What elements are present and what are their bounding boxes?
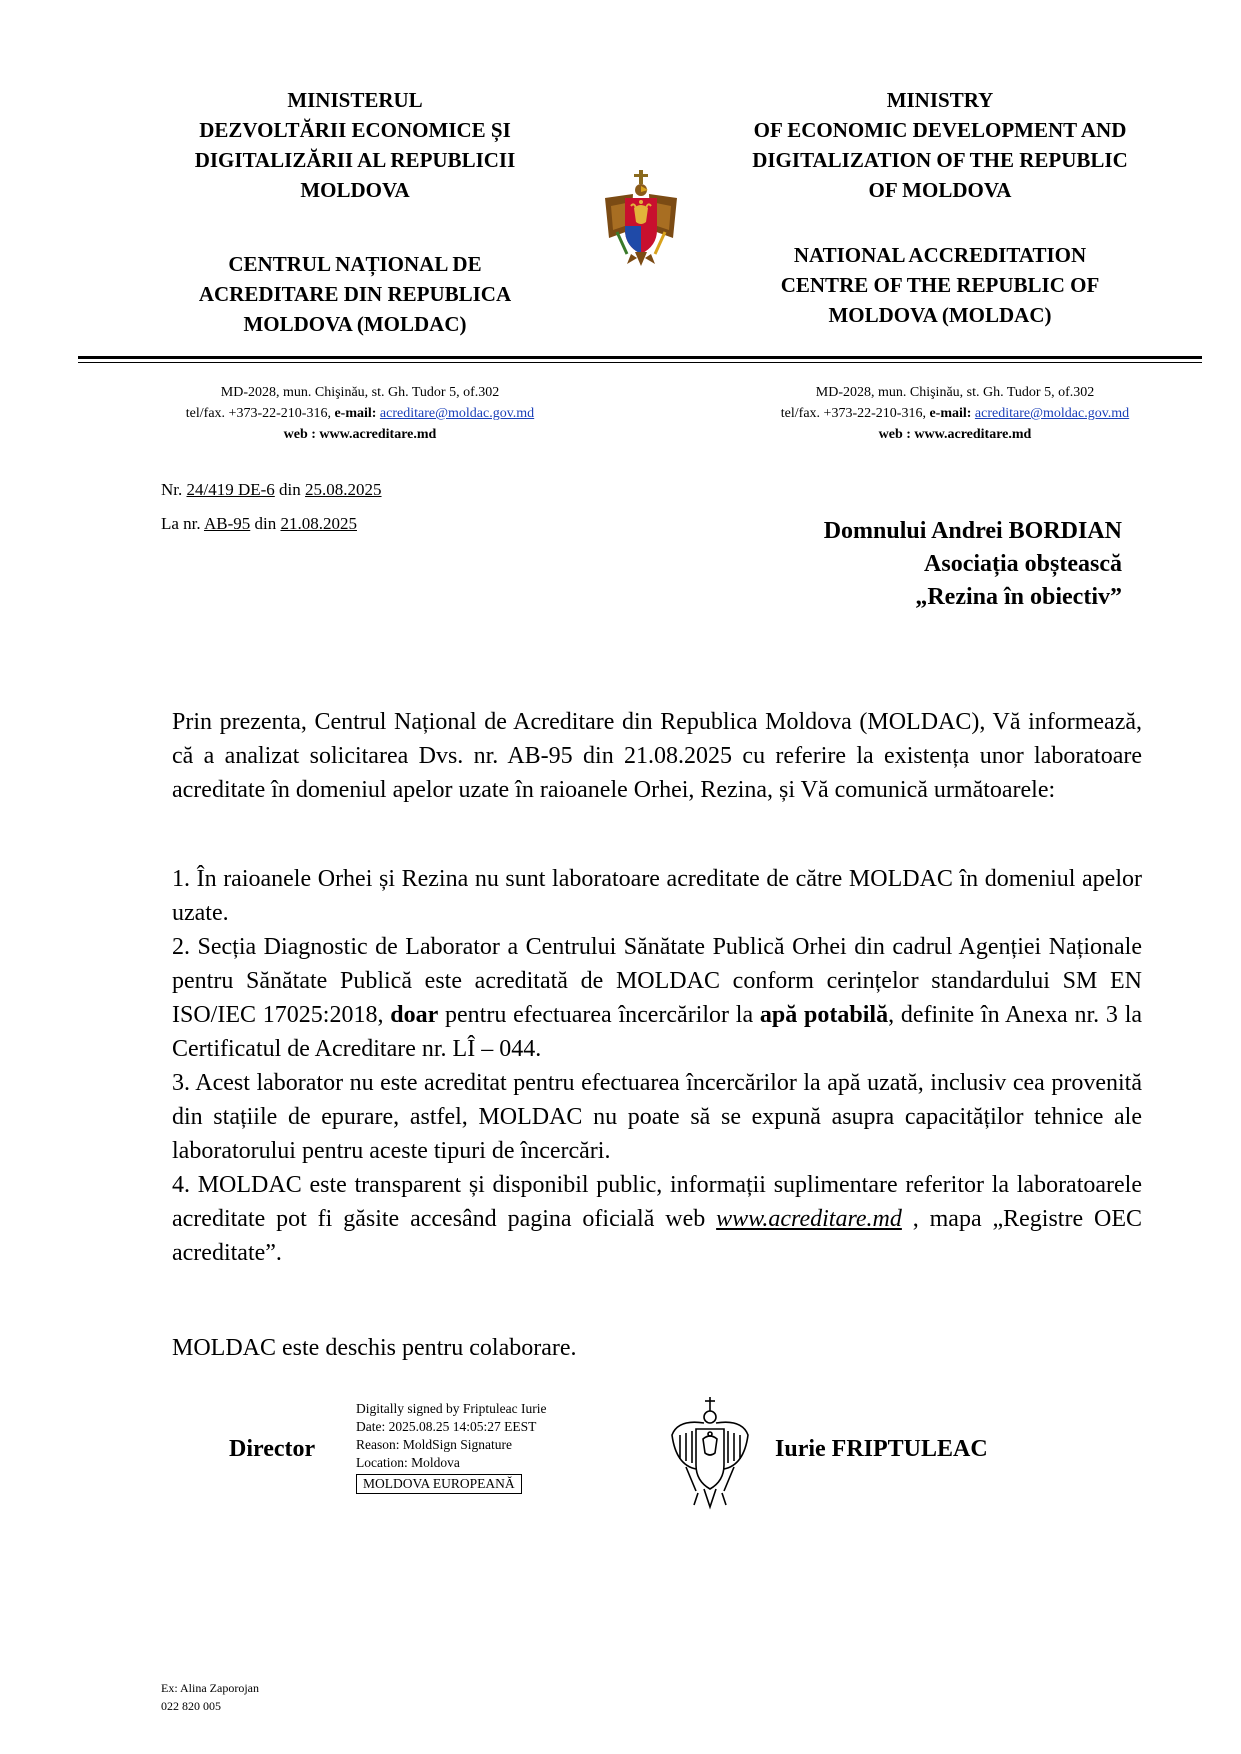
header-en-ministry-line: OF MOLDOVA bbox=[868, 178, 1012, 202]
web-line bbox=[715, 424, 1195, 445]
item4-text-b: , mapa „Registre OEC acreditate”. bbox=[172, 1206, 1142, 1266]
header-ro-centre-line: MOLDOVA (MOLDAC) bbox=[243, 312, 467, 336]
web-label: web : bbox=[283, 427, 320, 442]
header-ro-ministry-line: DIGITALIZĂRII AL REPUBLICII bbox=[194, 148, 516, 172]
addressee-line: Asociația obștească bbox=[924, 551, 1122, 577]
email-link[interactable]: acreditare@moldac.gov.md bbox=[974, 406, 1130, 421]
header-ro-centre bbox=[140, 249, 570, 339]
header-ro-ministry-line: MINISTERUL bbox=[287, 88, 423, 112]
web-line bbox=[120, 424, 600, 445]
list-item-1: 1. În raioanele Orhei și Rezina nu sunt laboratoare acreditate de către MOLDAC în domeniul apelor uzate. bbox=[172, 866, 1142, 926]
header-en-centre bbox=[705, 240, 1175, 330]
executor-phone: 022 820 005 bbox=[161, 1699, 221, 1713]
coat-of-arms-seal-icon bbox=[668, 1395, 752, 1511]
digital-signature-block bbox=[356, 1400, 546, 1494]
telfax-text: tel/fax. +373-22-210-316, bbox=[780, 406, 930, 421]
contact-line bbox=[120, 403, 600, 424]
addressee-block bbox=[824, 515, 1122, 614]
executor-name: Ex: Alina Zaporojan bbox=[161, 1681, 259, 1695]
header-ro-ministry-line: DEZVOLTĂRII ECONOMICE ȘI bbox=[199, 118, 511, 142]
telfax-text: tel/fax. +373-22-210-316, bbox=[185, 406, 335, 421]
closing-paragraph bbox=[172, 1331, 1142, 1365]
header-ro-centre-line: CENTRUL NAȚIONAL DE bbox=[228, 252, 482, 276]
incoming-reference bbox=[161, 512, 357, 536]
ref-nr-value: 24/419 DE-6 bbox=[186, 480, 275, 499]
email-label: e-mail: bbox=[929, 406, 972, 421]
outgoing-reference bbox=[161, 478, 382, 502]
header-divider-thin bbox=[78, 362, 1202, 363]
signature-location: Location: Moldova bbox=[356, 1455, 460, 1470]
signatory-name: Iurie FRIPTULEAC bbox=[775, 1436, 988, 1462]
item2-text-a: 2. Secția Diagnostic de Laborator a Centrului Sănătate Publică Orhei din cadrul Agenției Naționale pentru Sănătate Publică este acreditată de MOLDAC conform cerințelor standardului SM EN ISO/IEC 17025:2018, bbox=[172, 934, 1142, 1028]
address-line: MD-2028, mun. Chişinău, st. Gh. Tudor 5, of.302 bbox=[815, 385, 1095, 400]
moldova-coat-of-arms-icon bbox=[601, 168, 681, 268]
item2-bold-apa: apă potabilă bbox=[759, 1002, 889, 1028]
header-ro-centre-line: ACREDITARE DIN REPUBLICA bbox=[198, 282, 512, 306]
header-ro-ministry-line: MOLDOVA bbox=[300, 178, 410, 202]
header-en-centre-line: NATIONAL ACCREDITATION bbox=[793, 243, 1087, 267]
header-en-ministry-line: OF ECONOMIC DEVELOPMENT AND bbox=[753, 118, 1127, 142]
executor-footer bbox=[161, 1679, 259, 1715]
item2-text-b: pentru efectuarea încercărilor la bbox=[438, 1002, 760, 1028]
email-label: e-mail: bbox=[334, 406, 377, 421]
contact-line bbox=[715, 403, 1195, 424]
list-item-2 bbox=[172, 930, 1142, 1066]
header-en-centre-line: MOLDOVA (MOLDAC) bbox=[828, 303, 1052, 327]
item2-text-c: , definite în Anexa nr. 3 la Certificatul de Acreditare nr. LÎ – 044. bbox=[172, 1002, 1143, 1062]
header-en-ministry bbox=[705, 85, 1175, 205]
web-address: www.acreditare.md bbox=[914, 427, 1032, 442]
numbered-list bbox=[172, 862, 1142, 1270]
signed-by: Digitally signed by Friptuleac Iurie bbox=[356, 1401, 547, 1416]
addressee-line: Domnului Andrei BORDIAN bbox=[823, 518, 1122, 544]
addressee-line: „Rezina în obiectiv” bbox=[915, 584, 1122, 610]
address-block-right bbox=[715, 382, 1195, 445]
ref-nr-date: 25.08.2025 bbox=[305, 480, 382, 499]
header-en-centre-line: CENTRE OF THE REPUBLIC OF bbox=[780, 273, 1100, 297]
signature-reason: Reason: MoldSign Signature bbox=[356, 1437, 512, 1452]
address-line: MD-2028, mun. Chişinău, st. Gh. Tudor 5, of.302 bbox=[220, 385, 500, 400]
item4-text-a: 4. MOLDAC este transparent și disponibil public, informații suplimentare referitor la laboratoarele acreditate pot fi găsite accesând pagina oficială web bbox=[172, 1172, 1142, 1232]
item2-bold-doar: doar bbox=[390, 1002, 439, 1028]
ref-nr-label: Nr. bbox=[161, 480, 187, 499]
website-link[interactable]: www.acreditare.md bbox=[716, 1206, 902, 1232]
ref-la-value: AB-95 bbox=[203, 514, 251, 533]
list-item-4 bbox=[172, 1168, 1142, 1270]
web-address: www.acreditare.md bbox=[319, 427, 437, 442]
closing-text: MOLDAC este deschis pentru colaborare. bbox=[172, 1335, 577, 1361]
list-item-3: 3. Acest laborator nu este acreditat pentru efectuarea încercărilor la apă uzată, inclusiv cea provenită din stațiile de epurare, astfel, MOLDAC nu poate să se expună asupra capacităților tehnice ale laboratorului pentru aceste tipuri de încercări. bbox=[172, 1070, 1142, 1164]
header-en-ministry-line: MINISTRY bbox=[886, 88, 994, 112]
intro-text: Prin prezenta, Centrul Național de Acreditare din Republica Moldova (MOLDAC), Vă informează, că a analizat solicitarea Dvs. nr. AB-95 din 21.08.2025 cu referire la existența unor laboratoare acreditate în domeniul apelor uzate în raioanele Orhei, Rezina, și Vă comunică următoarele: bbox=[172, 709, 1142, 803]
header-ro-ministry bbox=[140, 85, 570, 205]
intro-paragraph bbox=[172, 705, 1142, 807]
ref-la-date: 21.08.2025 bbox=[280, 514, 357, 533]
signature-stamp: MOLDOVA EUROPEANĂ bbox=[356, 1474, 522, 1494]
email-link[interactable]: acreditare@moldac.gov.md bbox=[379, 406, 535, 421]
ref-la-label: La nr. bbox=[161, 514, 204, 533]
signatory-role: Director bbox=[229, 1436, 316, 1462]
signature-date: Date: 2025.08.25 14:05:27 EEST bbox=[356, 1419, 537, 1434]
web-label: web : bbox=[878, 427, 915, 442]
address-block-left bbox=[120, 382, 600, 445]
header-divider-thick bbox=[78, 356, 1202, 359]
header-en-ministry-line: DIGITALIZATION OF THE REPUBLIC bbox=[752, 148, 1128, 172]
ref-la-din: din bbox=[250, 514, 281, 533]
ref-nr-din: din bbox=[274, 480, 306, 499]
